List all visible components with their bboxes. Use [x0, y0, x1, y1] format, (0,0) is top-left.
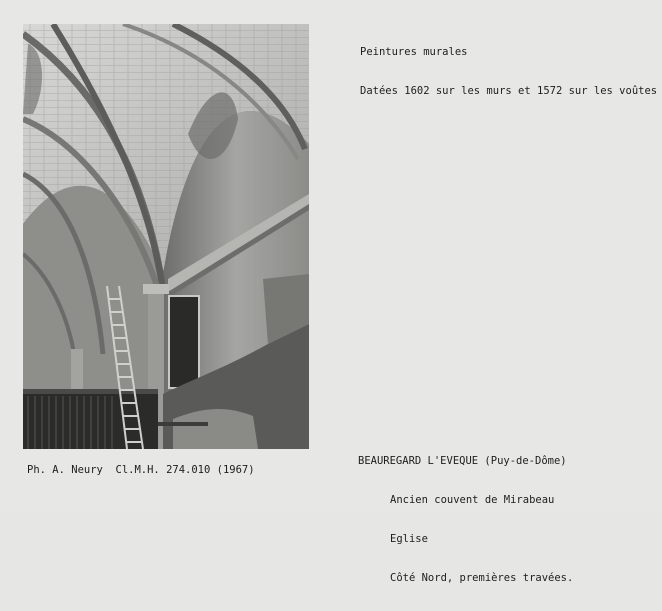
location-building: Ancien couvent de Mirabeau: [390, 494, 555, 506]
location-place: BEAUREGARD L'EVEQUE (Puy-de-Dôme): [358, 455, 567, 467]
caption-title: Peintures murales: [360, 46, 468, 58]
caption-dates: Datées 1602 sur les murs et 1572 sur les voûtes: [360, 85, 658, 97]
location-view: Côté Nord, premières travées.: [390, 572, 574, 584]
photo-caption: [360, 20, 657, 124]
church-interior-photo: [23, 24, 309, 449]
photo-credit: Ph. A. Neury Cl.M.H. 274.010 (1967): [27, 464, 255, 476]
location-part: Eglise: [390, 533, 428, 545]
location-block: [358, 429, 573, 611]
vault-photograph-illustration: [23, 24, 309, 449]
